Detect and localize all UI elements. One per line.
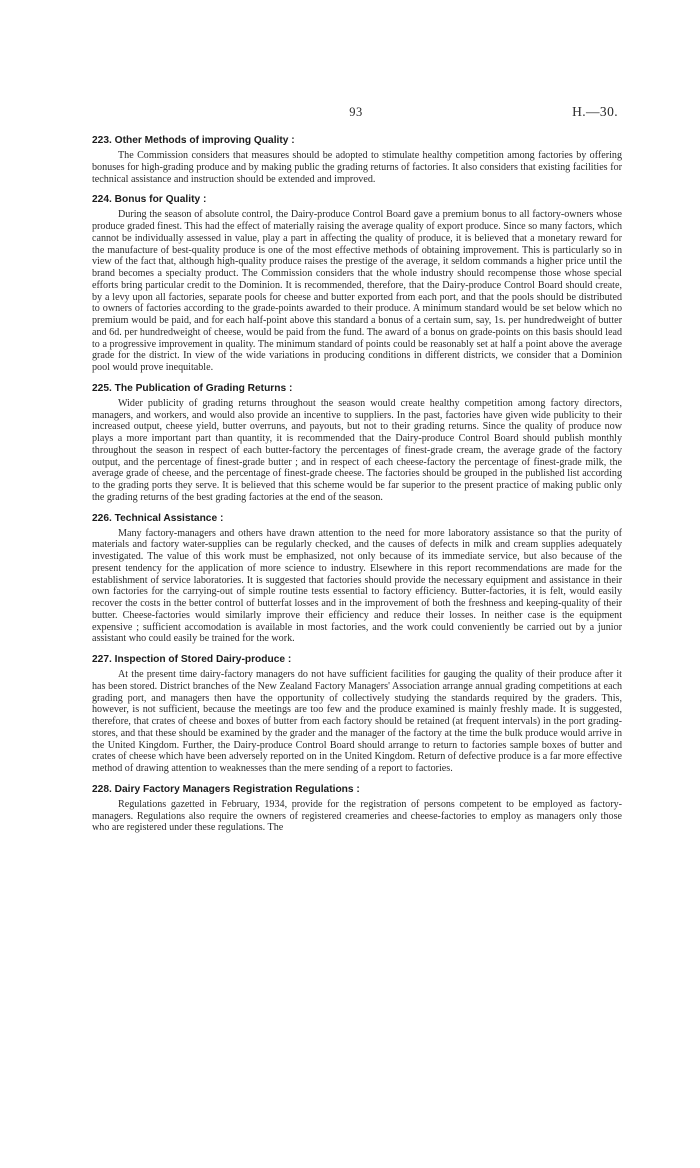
section-paragraph: The Commission considers that measures should be adopted to stimulate healthy competition among factories by offering bonuses for high-grading produce and by making public the grading returns of factories. It also considers that existing facilities for technical assistance and instruction should be extended and improved. [92,150,622,185]
section-heading: 224. Bonus for Quality : [92,194,207,206]
section-heading: 226. Technical Assistance : [92,512,224,524]
section-heading: 227. Inspection of Stored Dairy-produce : [92,654,292,665]
section-paragraph: At the present time dairy-factory managers do not have sufficient facilities for gauging the quality of their produce after it has been stored. District branches of the New Zealand Factory Managers' Association arrange annual grading competitions at each grading port, and managers then have the opportunity of collectively studying the standards required by the graders. This, however, is not sufficient, because the meetings are too few and the produce examined is mainly freshly made. It is suggested, therefore, that crates of cheese and boxes of butter from each factory should be retained (at frequent intervals) in the port grading-stores, and that these should be examined by the grader and the manager of the factory at the time the bulk produce would arrive in the United Kingdom. Further, the Dairy-produce Control Board should arrange to return to factories sample boxes of butter and crates of cheese which have been adversely reported on in the United Kingdom. Return of defective produce is a far more effective method of drawing attention to weaknesses than the mere sending of a report to factories. [92,669,622,774]
section-224-bonus-for-quality [92,193,622,374]
section-226-technical-assistance [92,512,622,646]
section-heading: 228. Dairy Factory Managers Registration Regulations : [92,783,360,795]
section-228-registration-regulations [92,783,622,834]
page-header [0,105,700,125]
section-heading: 223. Other Methods of improving Quality : [92,135,295,146]
section-paragraph: Regulations gazetted in February, 1934, provide for the registration of persons competent to be employed as factory-managers. Regulations also require the owners of registered creameries and cheese-factories to employ as managers only those who are registered under these regulations. The [92,798,622,834]
page-body [92,134,622,842]
section-227-inspection-of-stored-produce [92,653,622,775]
section-paragraph: Wider publicity of grading returns throughout the season would create healthy competition among factory directors, managers, and workers, and would also provide an incentive to suppliers. In the past, factories have given wide publicity to their increased output, cheese yield, butter overruns, and payouts, but not to their grading returns. Since the quality of produce now plays a more important part than quantity, it is recommended that the Dairy-produce Control Board should publish monthly throughout the season in respect of each butter-factory the percentages of finest-grade cream, the average grade of the factory output, and the percentage of finest-grade butter ; and in respect of each cheese-factory the percentage of finest-grade milk, the average grade of cheese, and the percentage of finest-grade cheese. The factories should be grouped in the published list according to the grading ports they serve. It is believed that this scheme would be far superior to the present practice of making public only the grading returns of the best grading factories at the end of the season. [92,397,622,503]
section-225-publication-of-grading-returns [92,382,622,504]
page-number: 93 [349,105,363,119]
section-paragraph: During the season of absolute control, the Dairy-produce Control Board gave a premium bonus to all factory-owners whose produce graded finest. This had the effect of materially raising the average quality of export produce. Since so many factors, which cannot be individually assessed in value, play a part in affecting the quality of produce, it is believed that a monetary reward for the manufacture of best-quality produce is one of the most effective methods of obtaining improvement. This is particularly so in view of the fact that, although high-quality produce raises the prestige of the average, it seldom commands a higher price until the brand becomes a specialty product. The Commission considers that the whole industry should recompense those whose special efforts bring particular credit to the Dominion. It is recommended, therefore, that the Dairy-produce Control Board should create, by a levy upon all factories, separate pools for cheese and butter exported from each port, and that the pools should be distributed to owners of factories according to the grade-points awarded to their produce. A minimum standard would be set below which no premium would be paid, and for each half-point above this standard a bonus of a certain sum, say, 1s. per hundredweight of butter and 6d. per hundredweight of cheese, would be paid from the fund. The award of a bonus on grade-points on this basis should lead to a progressive improvement in quality. The minimum standard of points could be reasonably set at half a point above the average grade for the district. In view of the wide variations in producing conditions in different districts, we consider that a Dominion pool would prove inequitable. [92,209,622,373]
document-code: H.—30. [572,104,618,119]
section-paragraph: Many factory-managers and others have drawn attention to the need for more laboratory assistance so that the purity of materials and factory water-supplies can be regularly checked, and the causes of defects in milk and cream supplies adequately investigated. The value of this work must be emphasized, not only because of its immediate service, but also because of the present tendency for the application of more science to industry. Elsewhere in this report recommendations are made for the establishment of service laboratories. It is suggested that factories should provide the necessary equipment and assistance in their own factories for the carrying-out of simple routine tests essential to factory efficiency. Butter-factories, it is felt, would easily recover the costs in the better control of butterfat losses and in the improvement of both the freshness and keeping-quality of their butter. Cheese-factories would similarly improve their efficiency and reduce their losses. In neither case is the equipment expensive ; sufficient accomodation is available in most factories, and the work could conveniently be carried out by a junior assistant who could easily be trained for the work. [92,527,622,645]
section-heading: 225. The Publication of Grading Returns : [92,382,293,394]
section-223-other-methods [92,134,622,185]
